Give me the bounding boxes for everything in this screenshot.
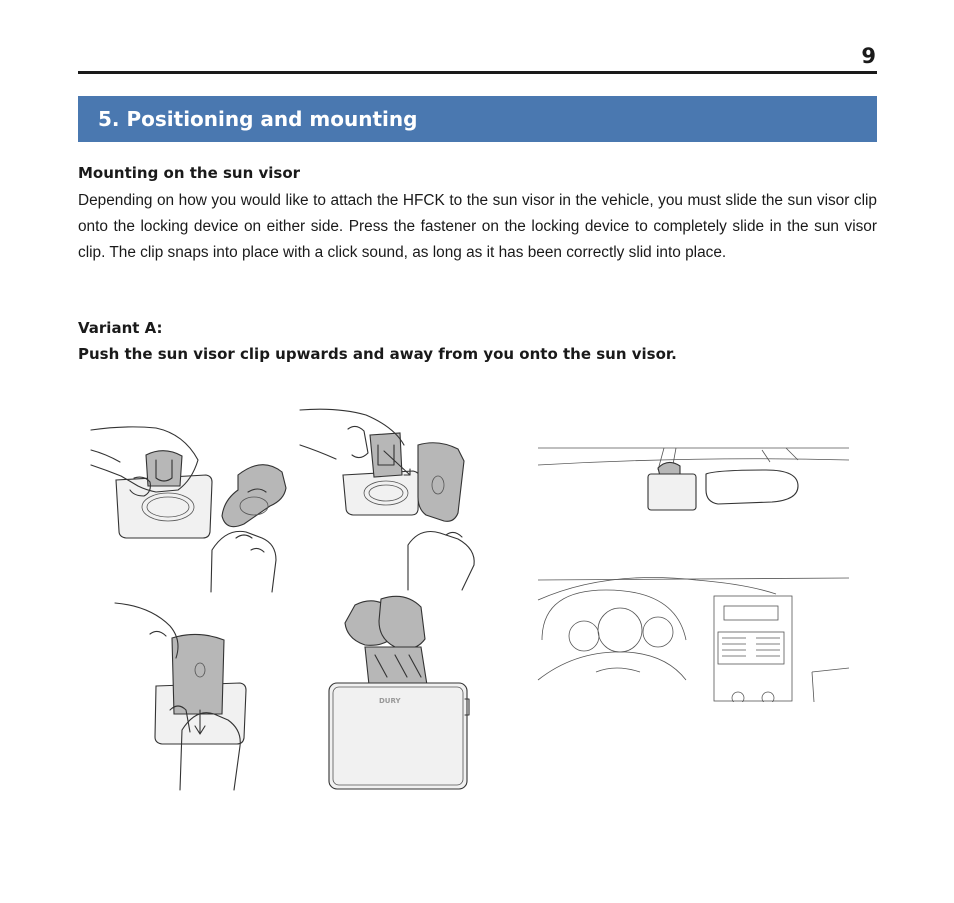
section-header-bar <box>78 96 877 142</box>
variant-a-instruction: Push the sun visor clip upwards and away from you onto the sun visor. <box>78 345 677 363</box>
variant-a-label: Variant A: <box>78 319 163 337</box>
mounting-paragraph: Depending on how you would like to attach the HFCK to the sun visor in the vehicle, you must slide the sun visor clip onto the locking device on either side. Press the fastener on the locking device to completely slide in the sun visor clip. The clip snaps into place with a click sound, as long as it has been correctly slid into place. <box>78 192 877 261</box>
device-logo: DURY <box>379 697 401 705</box>
illustration-step-2 <box>298 405 488 593</box>
illustration-step-1 <box>86 420 296 595</box>
page-number: 9 <box>861 44 876 68</box>
illustration-step-3 <box>110 598 255 793</box>
mounting-heading: Mounting on the sun visor <box>78 164 301 182</box>
header-rule <box>78 71 877 74</box>
section-title: 5. Positioning and mounting <box>98 107 418 131</box>
illustration-step-4 <box>325 595 475 795</box>
illustration-car-interior <box>536 440 851 702</box>
